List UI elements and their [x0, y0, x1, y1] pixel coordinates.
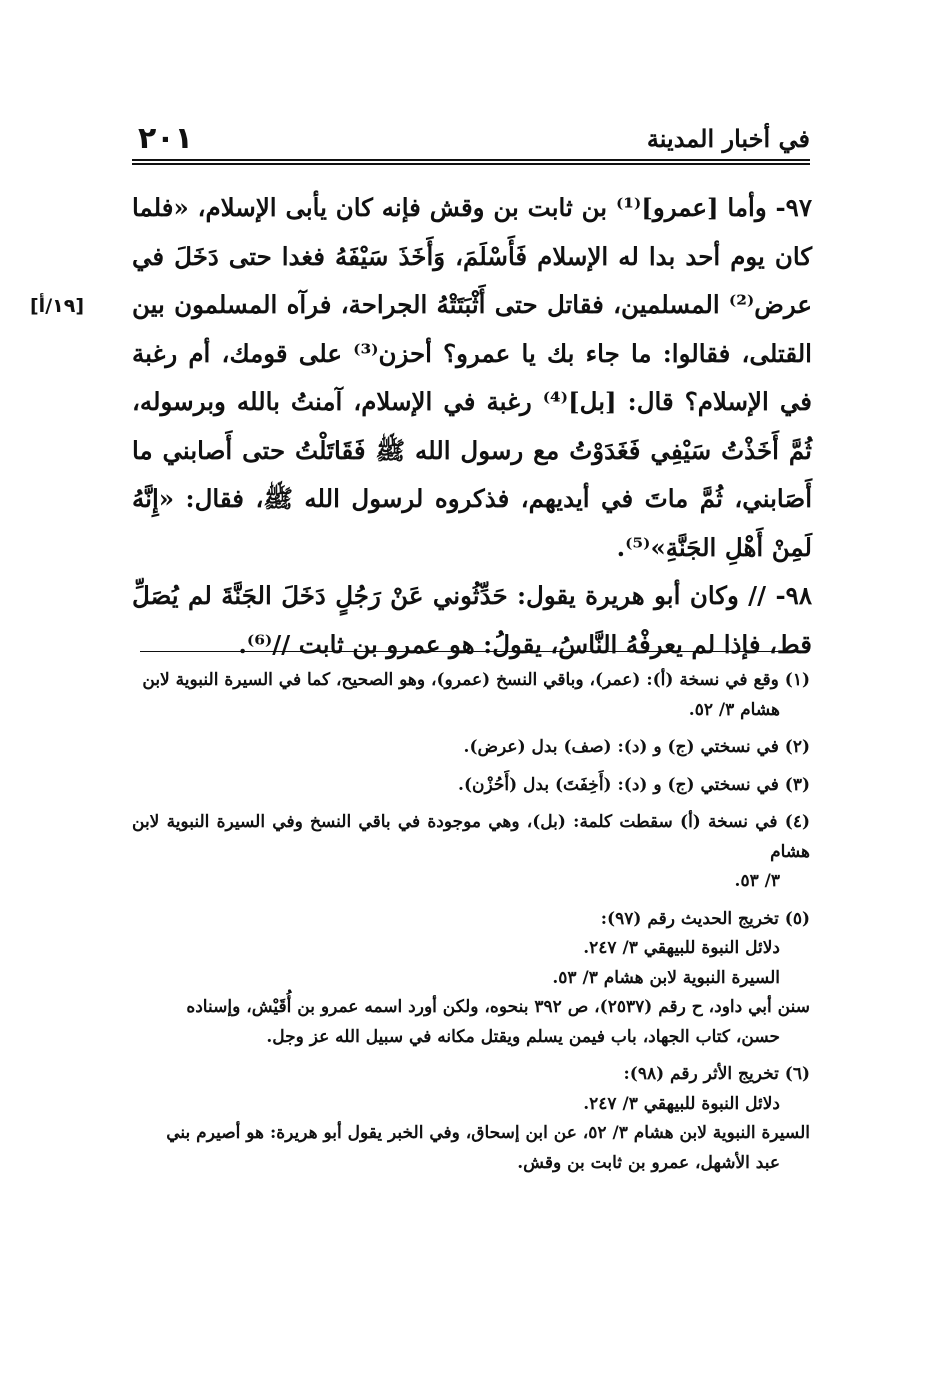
- footnote-5: [132, 905, 810, 1053]
- header-rule: [132, 159, 810, 165]
- footnote-6-source-1: دلائل النبوة للبيهقي ٣/ ٢٤٧.: [583, 1093, 780, 1114]
- page-header: [132, 122, 810, 156]
- footnote-5-source-2: السيرة النبوية لابن هشام ٣/ ٥٣.: [552, 967, 780, 988]
- paragraph-98: ٩٨- // وكان أبو هريرة يقول: حَدِّثُوني عَنْ رَجُلٍ دَخَلَ الجَنَّةَ لم يُصَلِّ قط، فإذا لم يعرفْهُ النَّاسُ، يقولُ: هو عمرو بن ثابت //⁽⁶⁾.: [132, 581, 812, 659]
- footnote-4-text: (٤) في نسخة (أ) سقطت كلمة: (بل)، وهي موجودة في باقي النسخ وفي السيرة النبوية لابن هشام: [132, 812, 810, 862]
- footnote-separator: [140, 651, 808, 652]
- footnote-1-continuation: هشام ٣/ ٥٢.: [688, 699, 780, 720]
- footnote-5-source-3: سنن أبي داود، ح رقم (٢٥٣٧)، ص ٣٩٢ بنحوه، ولكن أورد اسمه عمرو بن أُقَيْش، وإسناده: [186, 997, 810, 1017]
- paragraph-97: ٩٧- وأما [عمرو]⁽¹⁾ بن ثابت بن وقش فإنه كان يأبى الإسلام، «فلما كان يوم أحد بدا له الإسلام فَأَسْلَمَ، وَأَخَذَ سَيْفَهُ فغدا حتى دَخَلَ في عرض⁽²⁾ المسلمين، فقاتل حتى أَثْبَتَتْهُ الجراحة، فرآه المسلمون بين القتلى، فقالوا: ما جاء بك يا عمرو؟ أحزن⁽³⁾ على قومك، أم رغبة في الإسلام؟ قال: [بل]⁽⁴⁾ رغبة في الإسلام، آمنتُ بالله وبرسوله، ثُمَّ أَخَذْتُ سَيْفِي فَغَدَوْتُ مع رسول الله ﷺ فَقَاتَلْتُ حتى أَصابني ما أَصَابني، ثُمَّ ماتَ في أيديهم، فذكروه لرسول الله ﷺ، فقال: «إِنَّهُ لَمِنْ أَهْلِ الجَنَّةِ»⁽⁵⁾.: [132, 193, 812, 562]
- running-title: في أخبار المدينة: [646, 124, 810, 153]
- footnote-2: [132, 733, 810, 763]
- footnote-3-text: (٣) في نسختي (ج) و (د): (أَخِفَتَ) بدل (أَحُزْن).: [458, 774, 810, 795]
- footnote-4: [132, 808, 810, 897]
- footnote-6: [132, 1060, 810, 1178]
- footnote-6-source-2-cont: عبد الأشهل، عمرو بن ثابت بن وقش.: [517, 1152, 780, 1173]
- footnote-5-source-3-cont: حسن، كتاب الجهاد، باب فيمن يسلم ويقتل مكانه في سبيل الله عز وجل.: [266, 1026, 780, 1047]
- page-number: ٢٠١: [138, 121, 193, 156]
- footnote-1-text: (١) وقع في نسخة (أ): (عمر)، وباقي النسخ (عمرو)، وهو الصحيح، كما في السيرة النبوية لابن: [142, 670, 810, 690]
- manuscript-folio-marker: [١٩/أ]: [30, 295, 85, 317]
- footnote-6-source-2: السيرة النبوية لابن هشام ٣/ ٥٢، عن ابن إسحاق، وفي الخبر يقول أبو هريرة: هو أصيرم بني: [166, 1123, 810, 1143]
- footnote-1: [132, 666, 810, 725]
- footnote-4-continuation: ٣/ ٥٣.: [734, 871, 780, 891]
- footnote-2-text: (٢) في نسختي (ج) و (د): (صف) بدل (عرض).: [463, 737, 810, 757]
- footnotes: [132, 666, 810, 1186]
- footnote-3: [132, 771, 810, 801]
- footnote-6-heading: (٦) تخريج الأثر رقم (٩٨):: [623, 1064, 810, 1084]
- footnote-5-heading: (٥) تخريج الحديث رقم (٩٧):: [600, 908, 810, 929]
- footnote-5-source-1: دلائل النبوة للبيهقي ٣/ ٢٤٧.: [583, 938, 780, 958]
- main-text: [132, 184, 812, 669]
